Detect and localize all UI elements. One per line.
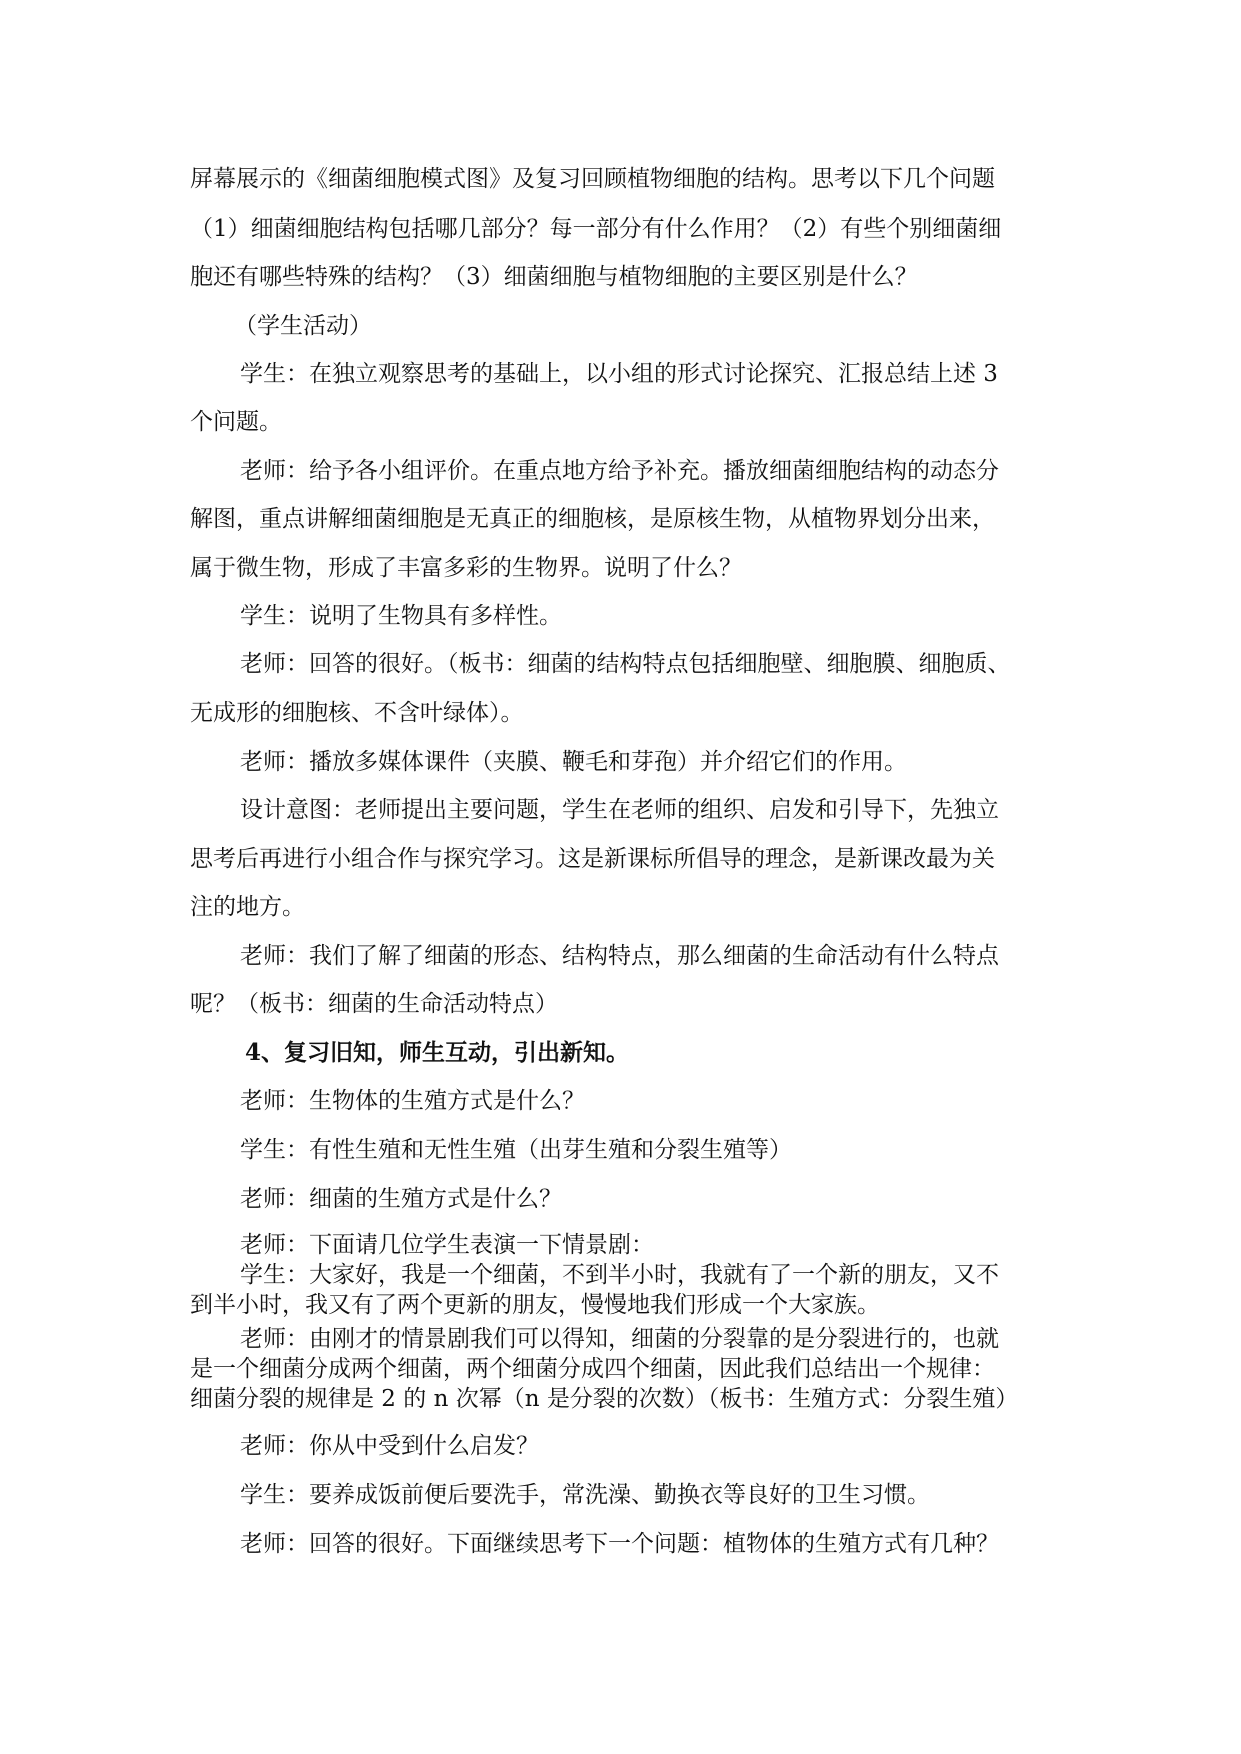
text-line: 老师：我们了解了细菌的形态、结构特点，那么细菌的生命活动有什么特点 (240, 943, 999, 969)
text-line: 学生：在独立观察思考的基础上，以小组的形式讨论探究、汇报总结上述 3 (240, 361, 998, 387)
section-heading: 4、复习旧知，师生互动，引出新知。 (245, 1039, 630, 1066)
text-line: 老师：下面请几位学生表演一下情景剧： (240, 1232, 654, 1258)
text-line: 到半小时，我又有了两个更新的朋友，慢慢地我们形成一个大家族。 (190, 1292, 880, 1318)
text-line: 呢？（板书：细菌的生命活动特点） (190, 991, 558, 1017)
text-line: 老师：给予各小组评价。在重点地方给予补充。播放细菌细胞结构的动态分 (240, 458, 999, 484)
text-line: 老师：回答的很好。（板书：细菌的结构特点包括细胞壁、细胞膜、细胞质、 (240, 651, 1011, 677)
text-line: 细菌分裂的规律是 2 的 n 次幂（n 是分裂的次数）（板书：生殖方式：分裂生殖） (190, 1386, 1019, 1412)
text-line: （学生活动） (234, 313, 372, 339)
text-line: 解图，重点讲解细菌细胞是无真正的细胞核，是原核生物，从植物界划分出来， (190, 506, 995, 532)
text-line: 老师：播放多媒体课件（夹膜、鞭毛和芽孢）并介绍它们的作用。 (240, 749, 907, 775)
text-line: 是一个细菌分成两个细菌，两个细菌分成四个细菌，因此我们总结出一个规律： (190, 1356, 995, 1382)
text-line: 胞还有哪些特殊的结构？（3）细菌细胞与植物细胞的主要区别是什么？ (190, 264, 918, 290)
text-line: 属于微生物，形成了丰富多彩的生物界。说明了什么？ (190, 555, 742, 581)
text-line: 无成形的细胞核、不含叶绿体）。 (190, 700, 524, 726)
text-line: 个问题。 (190, 409, 282, 435)
text-line: 注的地方。 (190, 894, 305, 920)
text-line: 老师：生物体的生殖方式是什么？ (240, 1088, 585, 1114)
text-line: 设计意图：老师提出主要问题，学生在老师的组织、启发和引导下，先独立 (240, 797, 999, 823)
text-line: 学生：有性生殖和无性生殖（出芽生殖和分裂生殖等） (240, 1137, 792, 1163)
text-line: 学生：说明了生物具有多样性。 (240, 603, 562, 629)
text-line: 学生：要养成饭前便后要洗手，常洗澡、勤换衣等良好的卫生习惯。 (240, 1482, 930, 1508)
text-line: 老师：细菌的生殖方式是什么？ (240, 1186, 562, 1212)
text-line: 屏幕展示的《细菌细胞模式图》及复习回顾植物细胞的结构。思考以下几个问题 (190, 166, 995, 192)
text-line: 老师：回答的很好。下面继续思考下一个问题：植物体的生殖方式有几种？ (240, 1531, 999, 1557)
text-line: 思考后再进行小组合作与探究学习。这是新课标所倡导的理念，是新课改最为关 (190, 846, 995, 872)
text-line: 学生：大家好，我是一个细菌，不到半小时，我就有了一个新的朋友，又不 (240, 1262, 999, 1288)
text-line: 老师：由刚才的情景剧我们可以得知，细菌的分裂靠的是分裂进行的，也就 (240, 1326, 999, 1352)
text-line: 老师：你从中受到什么启发？ (240, 1433, 539, 1459)
text-line: （1）细菌细胞结构包括哪几部分？每一部分有什么作用？（2）有些个别细菌细 (190, 216, 1002, 242)
